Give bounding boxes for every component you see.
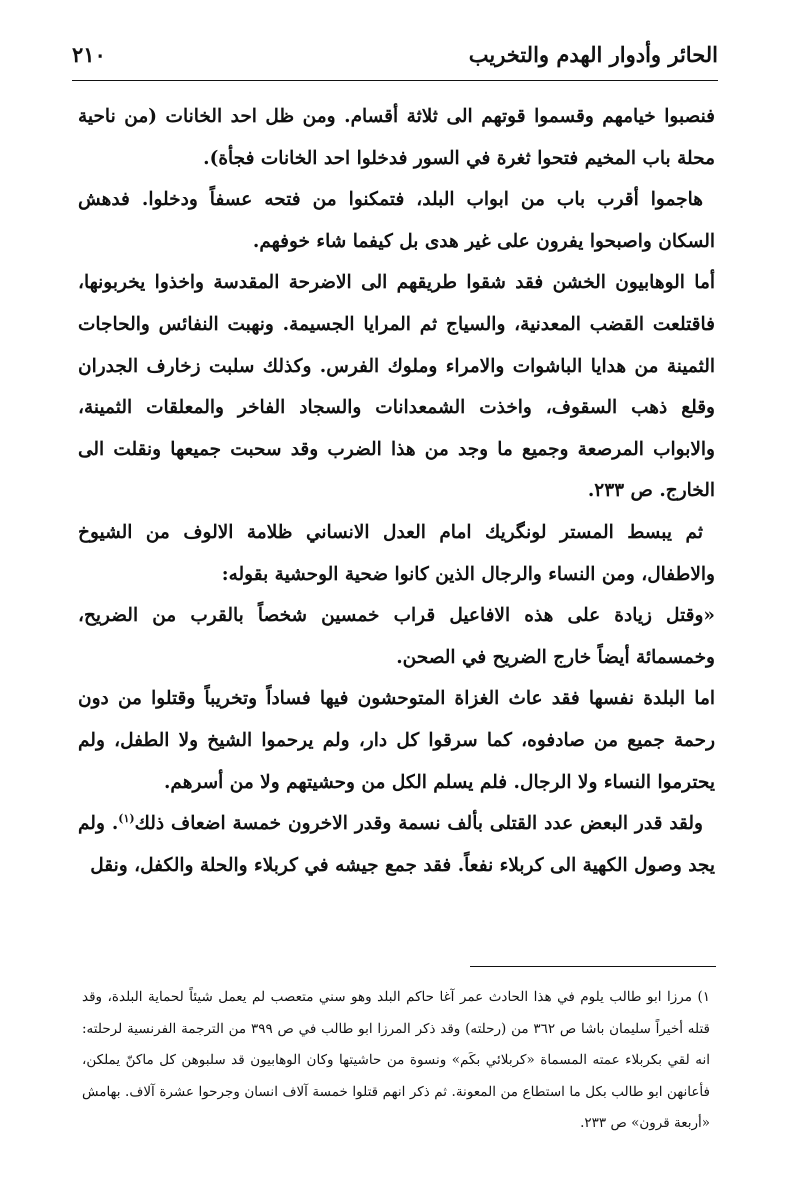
quoted-paragraph: «وقتل زيادة على هذه الافاعيل قراب خمسين شخصاً بالقرب من الضريح، وخمسمائة أيضاً خارج الضريح في الصحن. (78, 605, 715, 668)
paragraph: ثم يبسط المستر لونگريك امام العدل الانساني ظلامة الالوف من الشيوخ والاطفال، ومن النساء والرجال الذين كانوا ضحية الوحشية بقوله: (78, 521, 715, 585)
running-title: الحائر وأدوار الهدم والتخريب (468, 42, 718, 67)
paragraph-with-footnote-ref (78, 803, 715, 886)
paragraph: اما البلدة نفسها فقد عاث الغزاة المتوحشون فيها فساداً وتخريباً وقتلوا من دون رحمة جميع من صادفوه، كما سرقوا كل دار، ولم يرحموا الشيخ ولا الطفل، ولم يحترموا النساء ولا الرجال. فلم يسلم الكل من وحشيتهم ولا من أسرهم. (78, 688, 715, 793)
paragraph: هاجموا أقرب باب من ابواب البلد، فتمكنوا من فتحه عسفاً ودخلوا. فدهش السكان واصبحوا يفرون على غير هدى بل كيفما شاء خوفهم. (78, 189, 715, 252)
paragraph-text: ولقد قدر البعض عدد القتلى بألف نسمة وقدر الاخرون خمسة اضعاف ذلك (134, 813, 703, 835)
body-text (78, 96, 715, 886)
header-rule (72, 80, 718, 81)
footnote-reference: (١) (118, 811, 135, 825)
footnote-separator (470, 966, 716, 967)
page-header (72, 36, 718, 74)
page-number: ٢١٠ (72, 42, 106, 67)
paragraph: فنصبوا خيامهم وقسموا قوتهم الى ثلاثة أقسام. ومن ظل احد الخانات (من ناحية محلة باب المخيم فتحوا ثغرة في السور فدخلوا احد الخانات فجأة). (78, 106, 715, 169)
footnotes (82, 982, 710, 1140)
paragraph-text-continued: . ولم يجد وصول الكهية الى كربلاء نفعاً. فقد جمع جيشه في كربلاء والحلة والكفل، ونقل (78, 813, 715, 876)
paragraph: أما الوهابيون الخشن فقد شقوا طريقهم الى الاضرحة المقدسة واخذوا يخربونها، فاقتلعت القضب المعدنية، والسياج ثم المرايا الجسيمة. ونهبت النفائس والحاجات الثمينة من هدايا الباشوات والامراء وملوك الفرس. وكذلك سلبت زخارف الجدران وقلع ذهب السقوف، واخذت الشمعدانات والسجاد الفاخر والمعلقات الثمينة، والابواب المرصعة وجميع ما وجد من هذا الضرب وقد سحبت جميعها ونقلت الى الخارج. ص ٢٣٣. (78, 272, 715, 502)
footnote: ١) مرزا ابو طالب يلوم في هذا الحادث عمر آغا حاكم البلد وهو سني متعصب لم يعمل شيئاً لحماية البلدة، وقد قتله أخيراً سليمان باشا ص ٣٦٢ من (رحلته) وقد ذكر المرزا ابو طالب في ص ٣٩٩ من الترجمة الفرنسية لرحلته: انه لقي بكربلاء عمته المسماة «كربلائي بكَم» ونسوة من حاشيتها وكان الوهابيون قد سلبوهن كل ماكنّ يملكن، فأعانهن ابو طالب بكل ما استطاع من المعونة. ثم ذكر انهم قتلوا خمسة آلاف انسان وجرحوا عشرة آلاف. بهامش «أربعة قرون» ص ٢٣٣. (82, 989, 710, 1131)
